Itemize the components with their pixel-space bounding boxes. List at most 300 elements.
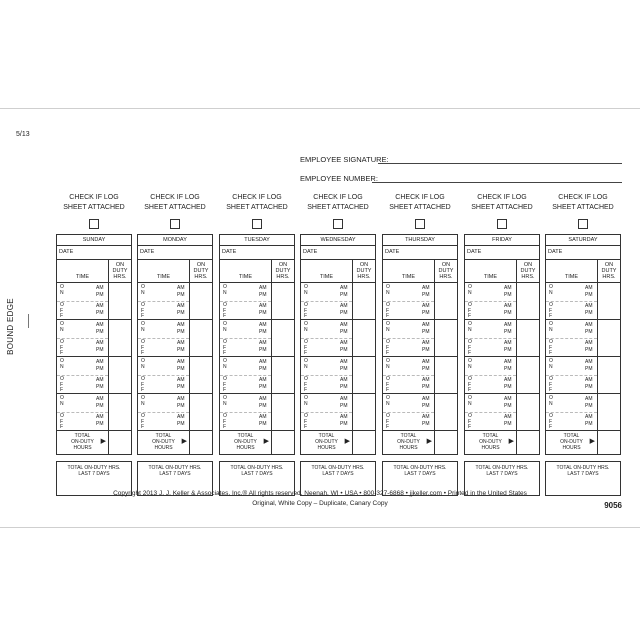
on-duty-field[interactable]	[271, 357, 294, 393]
on-row[interactable]	[383, 394, 434, 413]
letter: F	[304, 313, 308, 319]
on-duty-field[interactable]	[352, 394, 375, 430]
off-letters	[223, 377, 227, 394]
am-label: AM	[422, 414, 430, 420]
date-field[interactable]: DATE	[546, 246, 620, 260]
on-duty-field[interactable]	[516, 394, 539, 430]
check-header	[464, 193, 540, 213]
off-row[interactable]	[465, 301, 516, 319]
check-label-1: CHECK IF LOG	[232, 194, 282, 201]
letter: O	[386, 302, 390, 308]
letter: O	[468, 358, 472, 364]
date-field[interactable]: DATE	[301, 246, 375, 260]
off-row[interactable]	[546, 338, 597, 356]
on-ampm	[177, 396, 185, 410]
letter: O	[141, 358, 145, 364]
off-ampm	[504, 340, 512, 354]
total-label	[546, 431, 597, 454]
on-duty-field[interactable]	[189, 394, 212, 430]
letter: O	[549, 358, 553, 364]
letter: O	[386, 339, 390, 345]
off-row[interactable]	[465, 338, 516, 356]
letter: F	[386, 424, 390, 430]
total-2: ON-DUTY	[152, 439, 175, 445]
day-table	[300, 234, 376, 455]
on-row[interactable]	[57, 357, 108, 376]
time-cells	[546, 394, 597, 430]
day-table	[382, 234, 458, 455]
time-groups	[138, 283, 212, 431]
on-duty-field[interactable]	[516, 357, 539, 393]
time-label: TIME	[238, 274, 253, 280]
off-letters	[468, 377, 472, 394]
time-group	[138, 394, 212, 431]
on-row[interactable]	[383, 320, 434, 339]
on-duty-1: ON	[523, 262, 533, 268]
off-letters	[304, 303, 308, 320]
letter: O	[60, 302, 64, 308]
pm-label: PM	[340, 347, 348, 353]
date-field[interactable]: DATE	[465, 246, 539, 260]
on-duty-field[interactable]	[108, 283, 131, 319]
on-duty-field[interactable]	[271, 394, 294, 430]
on-ampm	[422, 322, 430, 336]
pm-label: PM	[504, 310, 512, 316]
time-cells	[383, 320, 434, 356]
off-letters	[386, 414, 390, 431]
letter: N	[223, 289, 227, 296]
off-ampm	[340, 303, 348, 317]
off-ampm	[504, 377, 512, 391]
on-letters	[468, 322, 472, 333]
off-row[interactable]	[220, 338, 271, 356]
on-row[interactable]	[383, 357, 434, 376]
time-group	[220, 394, 294, 431]
time-group	[383, 320, 457, 357]
letter: F	[304, 350, 308, 356]
on-row[interactable]	[465, 283, 516, 302]
pm-label: PM	[504, 292, 512, 298]
on-row[interactable]	[57, 320, 108, 339]
off-letters	[549, 377, 553, 394]
total-hours-field[interactable]	[352, 431, 375, 454]
on-row[interactable]	[220, 394, 271, 413]
time-cells	[301, 357, 352, 393]
letter: F	[468, 307, 472, 314]
total-row	[138, 431, 212, 454]
last7-2: LAST 7 DAYS	[322, 471, 354, 477]
am-label: AM	[177, 396, 185, 402]
letter: O	[468, 321, 472, 327]
on-duty-field[interactable]	[352, 357, 375, 393]
letter: O	[304, 321, 308, 327]
off-letters	[386, 340, 390, 357]
time-group	[465, 283, 539, 320]
time-group	[383, 394, 457, 431]
total-hours-field[interactable]	[189, 431, 212, 454]
last7-1: TOTAL ON-DUTY HRS.	[148, 465, 202, 471]
on-duty-2: DUTY	[275, 268, 291, 274]
on-row[interactable]	[546, 394, 597, 413]
off-ampm	[96, 303, 104, 317]
on-letters	[386, 285, 390, 296]
total-2: ON-DUTY	[71, 439, 94, 445]
on-row[interactable]	[301, 357, 352, 376]
letter: F	[223, 350, 227, 356]
time-group	[546, 394, 620, 431]
off-ampm	[340, 377, 348, 391]
letter: O	[304, 339, 308, 345]
off-ampm	[504, 303, 512, 317]
on-letters	[223, 322, 227, 333]
off-row[interactable]	[465, 375, 516, 393]
on-row[interactable]	[301, 320, 352, 339]
on-letters	[468, 396, 472, 407]
on-ampm	[422, 359, 430, 373]
off-row[interactable]	[465, 412, 516, 430]
letter: O	[549, 321, 553, 327]
on-duty-2: DUTY	[438, 268, 454, 274]
total-label	[383, 431, 434, 454]
am-label: AM	[585, 414, 593, 420]
last7-2: LAST 7 DAYS	[567, 471, 599, 477]
signature-field[interactable]	[378, 163, 622, 164]
letter: F	[549, 387, 553, 393]
time-label: TIME	[319, 274, 334, 280]
date-field[interactable]: DATE	[383, 246, 457, 260]
total-hours-field[interactable]	[597, 431, 620, 454]
letter: O	[60, 395, 64, 401]
on-letters	[549, 285, 553, 296]
letter: F	[549, 418, 553, 425]
off-row[interactable]	[301, 338, 352, 356]
letter: O	[549, 339, 553, 345]
time-cells	[220, 394, 271, 430]
last7-2: LAST 7 DAYS	[404, 471, 436, 477]
total-row	[57, 431, 131, 454]
off-row[interactable]	[383, 338, 434, 356]
pm-label: PM	[585, 366, 593, 372]
am-label: AM	[96, 322, 104, 328]
on-letters	[304, 322, 308, 333]
form-code: 5/13	[16, 131, 30, 138]
on-ampm	[259, 285, 267, 299]
pm-label: PM	[422, 329, 430, 335]
on-duty-field[interactable]	[597, 283, 620, 319]
letter: N	[60, 400, 64, 407]
on-row[interactable]	[220, 283, 271, 302]
time-cells	[138, 394, 189, 430]
on-row[interactable]	[138, 283, 189, 302]
off-row[interactable]	[383, 412, 434, 430]
time-label: TIME	[483, 274, 498, 280]
total-1: TOTAL	[318, 433, 335, 439]
bound-edge-mark	[28, 314, 29, 328]
day-column-thursday	[382, 193, 458, 496]
on-duty-field[interactable]	[108, 320, 131, 356]
pm-label: PM	[96, 310, 104, 316]
on-row[interactable]	[220, 357, 271, 376]
letter: O	[468, 376, 472, 382]
total-3: HOURS	[154, 445, 173, 451]
am-label: AM	[259, 322, 267, 328]
on-row[interactable]	[138, 320, 189, 339]
on-row[interactable]	[220, 320, 271, 339]
pm-label: PM	[259, 347, 267, 353]
am-label: AM	[585, 359, 593, 365]
am-label: AM	[340, 396, 348, 402]
on-ampm	[177, 322, 185, 336]
on-letters	[304, 285, 308, 296]
date-field[interactable]: DATE	[138, 246, 212, 260]
off-row[interactable]	[220, 375, 271, 393]
letter: O	[141, 395, 145, 401]
am-label: AM	[96, 340, 104, 346]
letter: O	[60, 376, 64, 382]
pm-label: PM	[177, 347, 185, 353]
on-row[interactable]	[465, 320, 516, 339]
on-duty-field[interactable]	[434, 320, 457, 356]
on-letters	[141, 359, 145, 370]
on-letters	[141, 285, 145, 296]
day-name: FRIDAY	[465, 235, 539, 246]
time-label: TIME	[156, 274, 171, 280]
on-duty-field[interactable]	[434, 283, 457, 319]
time-groups	[465, 283, 539, 431]
pm-label: PM	[259, 421, 267, 427]
total-1: TOTAL	[74, 433, 91, 439]
total-hours-field[interactable]	[434, 431, 457, 454]
log-attached-checkbox[interactable]	[170, 219, 180, 229]
letter: O	[60, 413, 64, 419]
letter: N	[468, 326, 472, 333]
time-cells	[220, 283, 271, 319]
on-ampm	[585, 285, 593, 299]
on-duty-field[interactable]	[271, 283, 294, 319]
log-attached-checkbox[interactable]	[89, 219, 99, 229]
am-label: AM	[585, 303, 593, 309]
time-cells	[546, 320, 597, 356]
letter: F	[141, 387, 145, 393]
off-row[interactable]	[301, 301, 352, 319]
on-duty-field[interactable]	[108, 394, 131, 430]
check-label-2: SHEET ATTACHED	[389, 204, 451, 211]
pm-label: PM	[585, 421, 593, 427]
time-group	[57, 357, 131, 394]
pm-label: PM	[177, 366, 185, 372]
letter: F	[223, 313, 227, 319]
letter: O	[468, 395, 472, 401]
off-row[interactable]	[57, 301, 108, 319]
off-row[interactable]	[546, 412, 597, 430]
am-label: AM	[422, 359, 430, 365]
on-ampm	[96, 396, 104, 410]
pm-label: PM	[177, 384, 185, 390]
off-row[interactable]	[301, 412, 352, 430]
letter: F	[223, 387, 227, 393]
letter: F	[386, 313, 390, 319]
on-row[interactable]	[301, 394, 352, 413]
letter: N	[304, 289, 308, 296]
off-row[interactable]	[383, 375, 434, 393]
on-duty-field[interactable]	[516, 283, 539, 319]
letter: F	[223, 381, 227, 388]
on-ampm	[340, 359, 348, 373]
letter: F	[141, 350, 145, 356]
off-letters	[141, 377, 145, 394]
time-groups	[301, 283, 375, 431]
log-attached-checkbox[interactable]	[252, 219, 262, 229]
on-row[interactable]	[546, 357, 597, 376]
on-duty-field[interactable]	[108, 357, 131, 393]
on-letters	[549, 322, 553, 333]
time-groups	[220, 283, 294, 431]
arrow-icon: ▶	[181, 438, 187, 445]
check-header	[219, 193, 295, 213]
on-duty-field[interactable]	[189, 357, 212, 393]
on-row[interactable]	[138, 394, 189, 413]
total-hours-field[interactable]	[108, 431, 131, 454]
on-letters	[304, 359, 308, 370]
on-duty-field[interactable]	[189, 320, 212, 356]
check-label-2: SHEET ATTACHED	[63, 204, 125, 211]
off-row[interactable]	[138, 412, 189, 430]
letter: O	[468, 413, 472, 419]
off-row[interactable]	[220, 412, 271, 430]
off-row[interactable]	[301, 375, 352, 393]
off-row[interactable]	[383, 301, 434, 319]
off-row[interactable]	[57, 412, 108, 430]
on-row[interactable]	[301, 283, 352, 302]
column-header	[220, 260, 294, 283]
on-duty-field[interactable]	[434, 394, 457, 430]
off-row[interactable]	[546, 301, 597, 319]
total-hours-field[interactable]	[516, 431, 539, 454]
on-row[interactable]	[383, 283, 434, 302]
letter: N	[386, 326, 390, 333]
time-group	[301, 357, 375, 394]
am-label: AM	[504, 285, 512, 291]
on-row[interactable]	[138, 357, 189, 376]
letter: O	[386, 284, 390, 290]
am-label: AM	[96, 377, 104, 383]
time-label: TIME	[75, 274, 90, 280]
on-row[interactable]	[465, 357, 516, 376]
check-label-2: SHEET ATTACHED	[552, 204, 614, 211]
letter: N	[468, 363, 472, 370]
on-duty-field[interactable]	[516, 320, 539, 356]
on-duty-field[interactable]	[597, 320, 620, 356]
pm-label: PM	[585, 403, 593, 409]
on-ampm	[422, 396, 430, 410]
off-row[interactable]	[138, 375, 189, 393]
letter: F	[60, 344, 64, 351]
letter: N	[549, 400, 553, 407]
off-ampm	[585, 303, 593, 317]
on-row[interactable]	[546, 320, 597, 339]
time-cells	[301, 394, 352, 430]
day-table	[464, 234, 540, 455]
on-letters	[60, 322, 64, 333]
off-row[interactable]	[57, 338, 108, 356]
time-group	[465, 357, 539, 394]
total-hours-field[interactable]	[271, 431, 294, 454]
check-label-1: CHECK IF LOG	[477, 194, 527, 201]
day-name: SATURDAY	[546, 235, 620, 246]
on-duty-field[interactable]	[597, 394, 620, 430]
am-label: AM	[340, 303, 348, 309]
on-row[interactable]	[465, 394, 516, 413]
time-cells	[57, 357, 108, 393]
off-row[interactable]	[57, 375, 108, 393]
letter: F	[468, 381, 472, 388]
pm-label: PM	[96, 384, 104, 390]
on-row[interactable]	[57, 394, 108, 413]
on-duty-field[interactable]	[352, 320, 375, 356]
on-row[interactable]	[57, 283, 108, 302]
letter: F	[468, 350, 472, 356]
log-attached-checkbox[interactable]	[415, 219, 425, 229]
time-group	[546, 357, 620, 394]
on-duty-header	[352, 260, 375, 282]
employee-number-field[interactable]	[372, 182, 622, 183]
letter: F	[549, 307, 553, 314]
letter: F	[549, 350, 553, 356]
off-letters	[386, 303, 390, 320]
pm-label: PM	[504, 347, 512, 353]
time-cells	[138, 357, 189, 393]
log-attached-checkbox[interactable]	[578, 219, 588, 229]
letter: O	[60, 339, 64, 345]
log-attached-checkbox[interactable]	[497, 219, 507, 229]
letter: O	[223, 395, 227, 401]
letter: F	[549, 344, 553, 351]
on-duty-2: DUTY	[356, 268, 372, 274]
letter: N	[549, 326, 553, 333]
date-field[interactable]: DATE	[57, 246, 131, 260]
pm-label: PM	[96, 329, 104, 335]
pm-label: PM	[504, 421, 512, 427]
on-row[interactable]	[546, 283, 597, 302]
off-row[interactable]	[220, 301, 271, 319]
total-3: HOURS	[236, 445, 255, 451]
on-duty-field[interactable]	[597, 357, 620, 393]
on-duty-field[interactable]	[352, 283, 375, 319]
on-letters	[60, 396, 64, 407]
on-duty-field[interactable]	[271, 320, 294, 356]
pm-label: PM	[177, 421, 185, 427]
date-field[interactable]: DATE	[220, 246, 294, 260]
pm-label: PM	[96, 347, 104, 353]
off-row[interactable]	[546, 375, 597, 393]
letter: N	[223, 363, 227, 370]
on-duty-field[interactable]	[434, 357, 457, 393]
off-ampm	[177, 377, 185, 391]
pm-label: PM	[585, 384, 593, 390]
on-duty-field[interactable]	[189, 283, 212, 319]
off-row[interactable]	[138, 301, 189, 319]
arrow-icon: ▶	[589, 438, 595, 445]
log-attached-checkbox[interactable]	[333, 219, 343, 229]
am-label: AM	[259, 359, 267, 365]
off-row[interactable]	[138, 338, 189, 356]
total-3: HOURS	[562, 445, 581, 451]
letter: N	[304, 400, 308, 407]
off-letters	[304, 377, 308, 394]
letter: O	[223, 413, 227, 419]
on-ampm	[585, 359, 593, 373]
am-label: AM	[259, 303, 267, 309]
